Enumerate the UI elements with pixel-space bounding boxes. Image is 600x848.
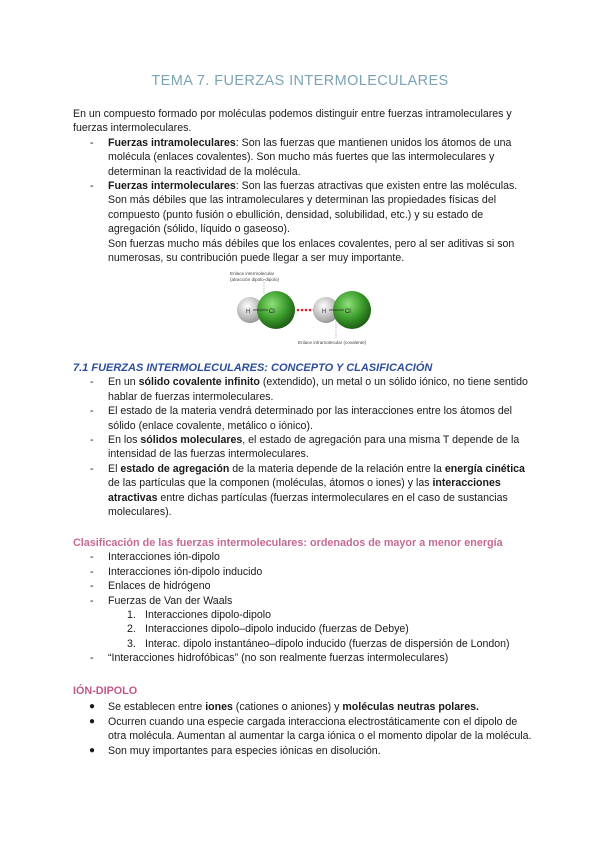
dash-marker: -	[90, 565, 94, 578]
classification-section	[73, 536, 533, 666]
hcl-dipole-figure	[226, 268, 371, 346]
dash-marker: -	[90, 594, 94, 607]
dash-marker: -	[90, 376, 94, 389]
sub-list-item	[73, 608, 533, 622]
figure-label-top-2: (atracción dipolo-dipolo)	[230, 277, 280, 282]
list-item	[73, 565, 533, 579]
text-fragment: Ocurren cuando una especie cargada interacciona electrostáticamente con el dipolo de otra molécula. Aumentan al aumentar la carga iónica o el momento dipolar de la molécula.	[108, 715, 532, 743]
dash-marker: -	[90, 136, 94, 149]
list-item-text: : Son las fuerzas atractivas que existen entre las moléculas. Son más débiles que las intramoleculares y determinan las propiedades físicas del compuesto (punto fusión o ebullición, densidad, solubilidad, etc.) y su estado de agregación (sólido, líquido o gaseoso).	[108, 180, 518, 236]
text-fragment: (extendido), un metal o un sólido iónico, no tiene sentido hablar de fuerzas intermoleculares.	[108, 376, 528, 403]
text-fragment: (cationes o aniones) y	[232, 701, 343, 714]
text-fragment: Se establecen entre	[108, 701, 206, 714]
bold-term: iones	[205, 701, 233, 714]
atom-label-h: H	[322, 309, 327, 315]
text-fragment: El	[108, 462, 121, 475]
section-heading: 7.1 FUERZAS INTERMOLECULARES: CONCEPTO Y CLASIFICACIÓN	[73, 362, 433, 374]
text-fragment: Son muy importantes para especies iónicas en disolución.	[108, 744, 381, 757]
bold-term: energía cinética	[444, 462, 525, 475]
bold-term: estado de agregación	[120, 462, 230, 475]
list-item	[73, 651, 533, 665]
list-item-text: Enlaces de hidrógeno	[108, 580, 211, 593]
list-item	[73, 715, 533, 744]
list-item	[73, 594, 533, 608]
atom-label-cl: Cl	[345, 309, 351, 315]
classification-heading: Clasificación de las fuerzas intermoleculares: ordenados de mayor a menor energía	[73, 537, 503, 549]
number-marker: 1.	[127, 609, 136, 622]
text-fragment: En un	[108, 376, 139, 389]
sub-item-text: Interacciones dipolo-dipolo	[145, 609, 272, 622]
bullet-marker: ●	[89, 744, 96, 756]
text-fragment: entre dichas partículas (fuerzas intermoleculares en el caso de sustancias moleculares).	[108, 491, 508, 519]
term-intramolecular: Fuerzas intramoleculares	[108, 136, 236, 149]
dash-marker: -	[90, 551, 94, 564]
ion-dipolo-heading: IÓN-DIPOLO	[73, 685, 138, 697]
list-item	[73, 136, 533, 179]
list-item	[73, 375, 533, 404]
sub-item-text: Interac. dipolo instantáneo–dipolo inducido (fuerzas de dispersión de London)	[145, 637, 510, 650]
list-item	[73, 179, 533, 237]
sub-item-text: Interacciones dipolo–dipolo inducido (fuerzas de Debye)	[145, 623, 409, 636]
dash-marker: -	[90, 180, 94, 193]
list-item	[73, 744, 533, 758]
list-item	[73, 462, 533, 520]
dash-marker: -	[90, 652, 94, 665]
atom-label-h: H	[246, 309, 251, 315]
bullet-marker: ●	[89, 715, 96, 727]
ion-dipolo-section	[73, 684, 533, 758]
list-item	[73, 700, 533, 714]
figure-label-top-1: Enlace intermolecular	[230, 271, 275, 276]
list-item-text: Interacciones ión-dipolo	[108, 551, 220, 564]
page-title: TEMA 7. FUERZAS INTERMOLECULARES	[151, 73, 449, 89]
sub-list-item	[73, 637, 533, 651]
dash-marker: -	[90, 405, 94, 418]
atom-label-cl: Cl	[269, 309, 275, 315]
number-marker: 3.	[127, 637, 136, 650]
list-item	[73, 433, 533, 462]
list-item	[73, 404, 533, 433]
bold-term: sólidos moleculares	[140, 434, 243, 447]
list-item-text: “Interacciones hidrofóbicas” (no son realmente fuerzas intermoleculares)	[108, 652, 449, 665]
list-item-text: Fuerzas de Van der Waals	[108, 594, 233, 607]
dash-marker: -	[90, 462, 94, 475]
sub-list-item	[73, 622, 533, 636]
term-intermolecular: Fuerzas intermoleculares	[108, 180, 236, 193]
bold-term: interacciones atractivas	[108, 477, 501, 504]
list-item-text: Interacciones ión-dipolo inducido	[108, 565, 263, 578]
list-item	[73, 550, 533, 564]
bold-term: sólido covalente infinito	[138, 376, 260, 389]
text-fragment: de las partículas que la componen (moléculas, átomos o iones) y las	[108, 477, 433, 490]
dash-marker: -	[90, 580, 94, 593]
number-marker: 2.	[127, 623, 136, 636]
intro-section	[73, 107, 533, 265]
bullet-marker: ●	[89, 701, 96, 713]
list-item-text: : Son las fuerzas que mantienen unidos los átomos de una molécula (enlaces covalentes). Son mucho más fuertes que las intermoleculares y determinan la reactividad de la molécula.	[108, 136, 512, 178]
dash-marker: -	[90, 434, 94, 447]
list-item	[73, 579, 533, 593]
section-7-1	[73, 361, 533, 519]
bold-term: moléculas neutras polares.	[342, 701, 479, 714]
figure-label-bottom: Enlace intramolecular (covalente)	[298, 340, 367, 345]
text-fragment: , el estado de agregación para una misma T depende de la intensidad de las fuerzas intermoleculares.	[108, 434, 520, 461]
intro-paragraph: En un compuesto formado por moléculas podemos distinguir entre fuerzas intramoleculares y fuerzas intermoleculares.	[73, 108, 512, 135]
text-fragment: El estado de la materia vendrá determinado por las interacciones entre los átomos del sólido (enlace covalente, metálico o iónico).	[108, 405, 512, 432]
intro-extra: Son fuerzas mucho más débiles que los enlaces covalentes, pero al ser aditivas si son numerosas, su contribución puede llegar a ser muy importante.	[108, 237, 515, 265]
text-fragment: En los	[108, 434, 141, 447]
text-fragment: de la materia depende de la relación entre la	[229, 462, 445, 475]
